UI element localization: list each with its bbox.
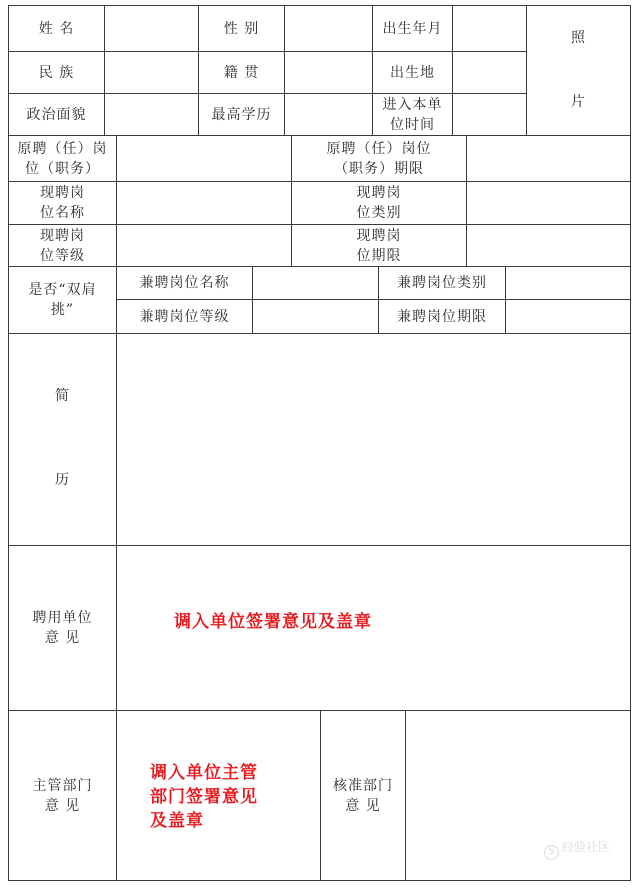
birthplace-field[interactable] <box>453 52 526 93</box>
gender-field[interactable] <box>285 6 372 51</box>
ethnicity-field[interactable] <box>105 52 198 93</box>
border-right <box>630 5 631 881</box>
name-field[interactable] <box>105 6 198 51</box>
current-post-name-field[interactable] <box>117 182 291 224</box>
dept-opinion-label: 主管部门 意 见 <box>32 777 93 814</box>
education-label: 最高学历 <box>211 106 272 123</box>
concurrent-post-name-label: 兼聘岗位名称 <box>139 275 230 291</box>
concurrent-post-name-field[interactable] <box>253 267 378 299</box>
photo-label-bottom: 片 <box>571 94 586 110</box>
employer-opinion-note[interactable]: 调入单位签署意见及盖章 <box>174 612 372 632</box>
resume-label-bottom: 历 <box>55 472 70 488</box>
photo-label-top: 照 <box>571 30 586 46</box>
education-field[interactable] <box>285 94 372 135</box>
birthplace-label: 出生地 <box>390 64 435 81</box>
name-label: 姓 名 <box>38 20 75 37</box>
concurrent-post-type-field[interactable] <box>506 267 630 299</box>
current-post-grade-label: 现聘岗 位等级 <box>40 227 85 264</box>
original-post-field[interactable] <box>117 136 291 181</box>
join-date-label: 进入本单 位时间 <box>382 96 443 133</box>
current-post-name-label: 现聘岗 位名称 <box>40 185 85 221</box>
dept-opinion-note[interactable]: 调入单位主管 部门签署意见 及盖章 <box>150 763 258 831</box>
political-status-label: 政治面貌 <box>26 106 87 123</box>
watermark-text: 经验社区 <box>561 840 610 854</box>
native-place-field[interactable] <box>285 52 372 93</box>
watermark-logo-icon: S <box>544 845 559 860</box>
approval-opinion-label: 核准部门 意 见 <box>333 777 393 814</box>
concurrent-post-grade-label: 兼聘岗位等级 <box>139 308 230 325</box>
photo-box[interactable] <box>527 6 630 134</box>
dual-role-label: 是否“双肩 挑” <box>28 282 97 318</box>
resume-field[interactable] <box>117 334 630 545</box>
concurrent-post-type-label: 兼聘岗位类别 <box>397 275 487 291</box>
original-post-label: 原聘（任）岗 位（职务） <box>17 140 108 177</box>
concurrent-post-term-field[interactable] <box>506 300 630 333</box>
native-place-label: 籍 贯 <box>223 64 260 81</box>
employer-opinion-label: 聘用单位 意 见 <box>32 610 93 646</box>
original-term-label: 原聘（任）岗位 （职务）期限 <box>326 140 432 177</box>
birth-date-label: 出生年月 <box>382 20 443 37</box>
site-watermark <box>544 838 610 860</box>
current-post-term-field[interactable] <box>467 225 630 266</box>
birth-date-field[interactable] <box>453 6 526 51</box>
original-term-field[interactable] <box>467 136 630 181</box>
current-post-type-label: 现聘岗 位类别 <box>356 185 402 221</box>
concurrent-post-grade-field[interactable] <box>253 300 378 333</box>
ethnicity-label: 民 族 <box>38 64 75 81</box>
join-date-field[interactable] <box>453 94 526 135</box>
current-post-grade-field[interactable] <box>117 225 291 266</box>
concurrent-post-term-label: 兼聘岗位期限 <box>397 308 487 325</box>
current-post-term-label: 现聘岗 位期限 <box>356 227 402 264</box>
current-post-type-field[interactable] <box>467 182 630 224</box>
gender-label: 性 别 <box>223 20 260 37</box>
resume-label-top: 简 <box>55 388 70 404</box>
political-status-field[interactable] <box>105 94 198 135</box>
